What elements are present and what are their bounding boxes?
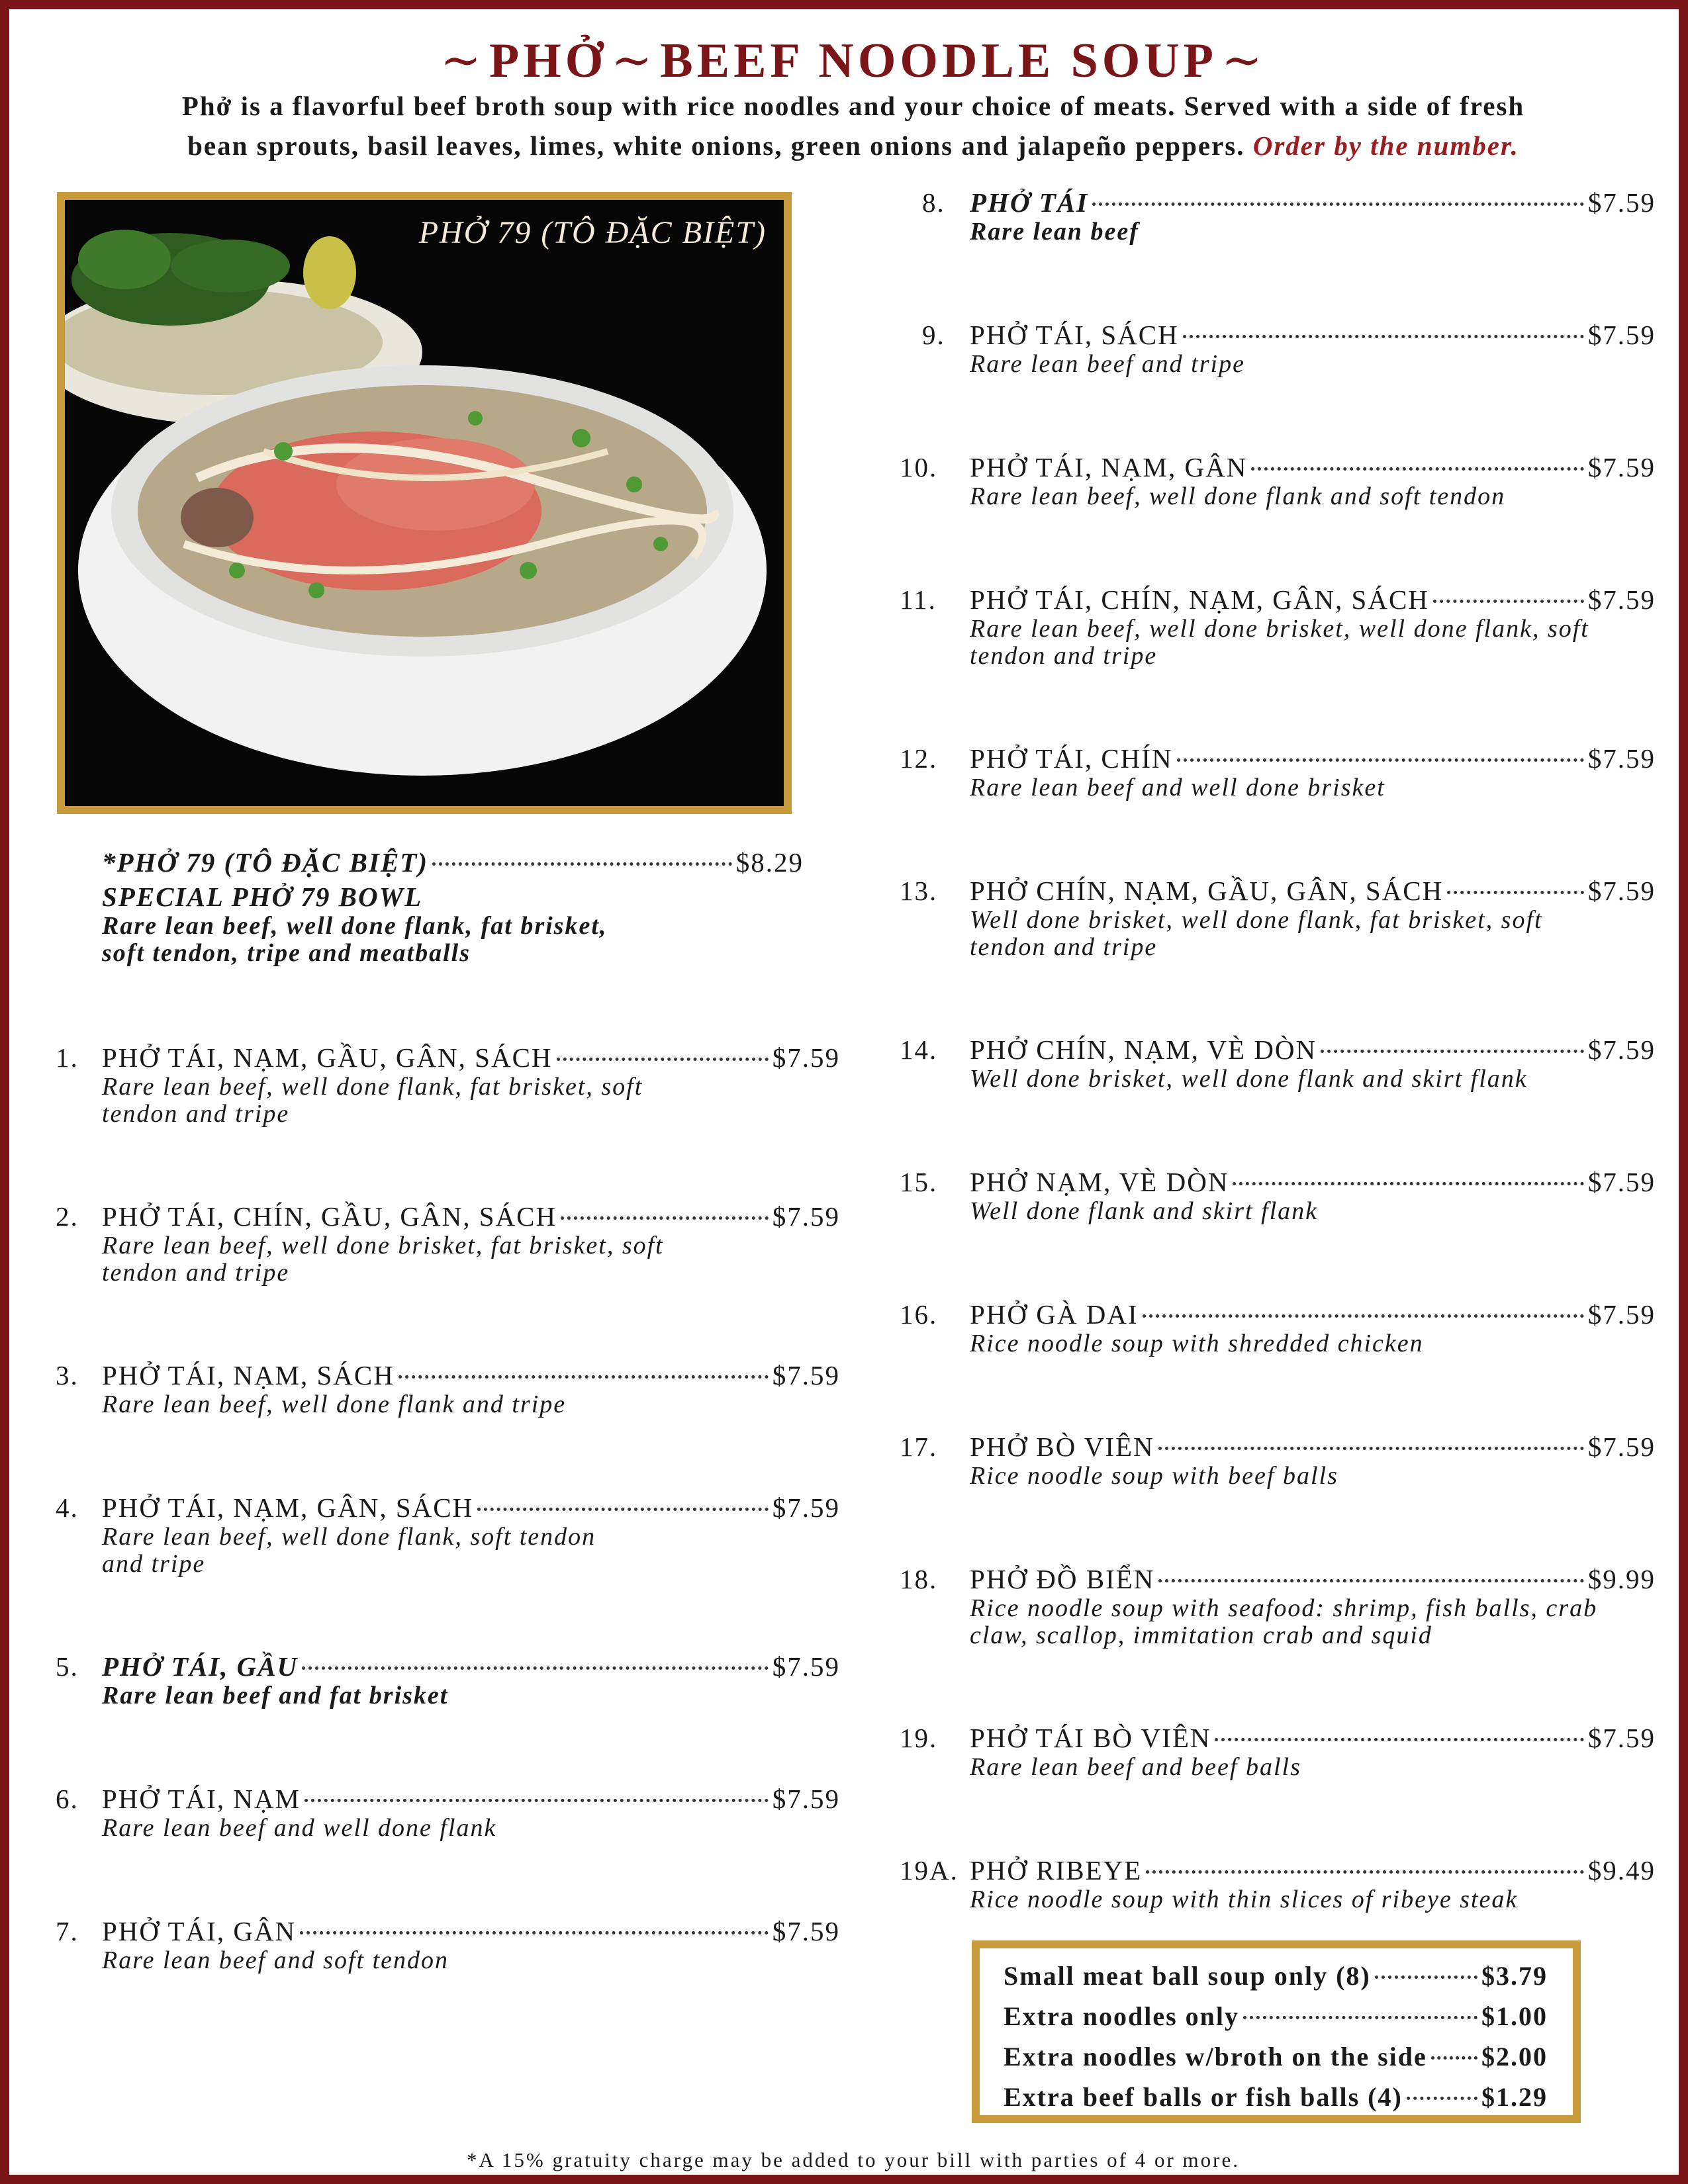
special-item	[102, 846, 804, 967]
dot-leader	[1243, 2016, 1477, 2019]
dot-leader	[1146, 1870, 1583, 1874]
item-number: 18.	[900, 1564, 938, 1594]
extras-item-name: Extra noodles only	[1004, 2001, 1240, 2031]
item-name: PHỞ TÁI, CHÍN, NẠM, GÂN, SÁCH	[970, 584, 1429, 615]
dot-leader	[300, 1931, 769, 1934]
dot-leader	[1375, 1976, 1477, 1979]
item-price: $7.59	[1587, 187, 1656, 218]
item-price: $7.59	[772, 1360, 840, 1390]
item-name: PHỞ GÀ DAI	[970, 1299, 1139, 1330]
extras-item-price: $2.00	[1481, 2042, 1548, 2071]
item-number: 9.	[922, 320, 945, 350]
dot-leader	[1158, 1579, 1583, 1582]
dot-leader	[1143, 1314, 1584, 1318]
item-price: $7.59	[1587, 584, 1656, 615]
dot-leader	[1092, 203, 1584, 206]
item-number: 16.	[900, 1299, 938, 1330]
item-price: $7.59	[1587, 1432, 1656, 1462]
item-price: $7.59	[1587, 1723, 1656, 1753]
pho-bowl-illustration	[65, 200, 784, 806]
item-price: $7.59	[772, 1201, 840, 1232]
item-description: Rare lean beef, well done brisket, well done flank, soft tendon and tripe	[970, 615, 1589, 670]
item-description: Rice noodle soup with shredded chicken	[970, 1330, 1424, 1357]
menu-title	[9, 32, 1688, 89]
extras-item-name: Extra beef balls or fish balls (4)	[1004, 2082, 1403, 2112]
dot-leader	[1431, 2056, 1477, 2060]
item-number: 19.	[900, 1723, 938, 1753]
item-name: PHỞ CHÍN, NẠM, VÈ DÒN	[970, 1034, 1317, 1065]
item-description: Rare lean beef and tripe	[970, 350, 1245, 378]
item-price: $7.59	[1587, 452, 1656, 482]
item-name: PHỞ TÁI BÒ VIÊN	[970, 1723, 1211, 1753]
item-number: 15.	[900, 1167, 938, 1197]
pho-bowl-photo	[57, 192, 792, 814]
item-price: $7.59	[772, 1492, 840, 1523]
extras-item-name: Extra noodles w/broth on the side	[1004, 2042, 1427, 2071]
dot-leader	[1321, 1050, 1584, 1053]
extras-item-price: $1.00	[1481, 2001, 1548, 2031]
item-number: 3.	[56, 1360, 79, 1390]
item-description: Rare lean beef and beef balls	[970, 1753, 1301, 1781]
item-description: Well done brisket, well done flank and skirt flank	[970, 1065, 1528, 1093]
extras-item	[1004, 2081, 1548, 2122]
item-name: PHỞ TÁI, SÁCH	[970, 320, 1179, 350]
item-number: 17.	[900, 1432, 938, 1462]
special-item-description: Rare lean beef, well done flank, fat brisket, soft tendon, tripe and meatballs	[102, 912, 608, 967]
order-by-number-note: Order by the number.	[1252, 130, 1519, 161]
item-name: PHỞ RIBEYE	[970, 1855, 1143, 1886]
dot-leader	[302, 1666, 769, 1670]
item-description: Rare lean beef, well done flank, fat brisket, soft tendon and tripe	[102, 1073, 643, 1128]
dot-leader	[1233, 1182, 1583, 1185]
item-name: PHỞ TÁI, CHÍN	[970, 743, 1173, 774]
extras-item	[1004, 2041, 1548, 2081]
photo-caption: PHỞ 79 (TÔ ĐẶC BIỆT)	[418, 215, 767, 250]
item-name: PHỞ TÁI, NẠM, GẦU, GÂN, SÁCH	[102, 1042, 553, 1073]
intro-line-2-text: bean sprouts, basil leaves, limes, white onions, green onions and jalapeño peppers.	[187, 130, 1245, 161]
item-number: 14.	[900, 1034, 938, 1065]
item-description: Rare lean beef	[970, 218, 1139, 246]
item-price: $7.59	[1587, 320, 1656, 350]
special-item-row	[102, 846, 804, 878]
intro-line-1: Phở is a flavorful beef broth soup with rice noodles and your choice of meats. Served with a side of fresh	[181, 91, 1525, 121]
item-name: PHỞ NẠM, VÈ DÒN	[970, 1167, 1229, 1197]
tilde-ornament-icon: ∼	[1221, 34, 1266, 88]
item-price: $7.59	[1587, 876, 1656, 906]
dot-leader	[1177, 758, 1584, 762]
item-name: PHỞ TÁI, NẠM	[102, 1784, 301, 1814]
item-number: 1.	[56, 1042, 79, 1073]
item-name: PHỞ CHÍN, NẠM, GẦU, GÂN, SÁCH	[970, 876, 1444, 906]
item-number: 8.	[922, 187, 945, 218]
dot-leader	[305, 1799, 769, 1802]
dot-leader	[1251, 467, 1583, 471]
extras-item-price: $3.79	[1481, 1961, 1548, 1991]
item-description: Well done brisket, well done flank, fat brisket, soft tendon and tripe	[970, 906, 1543, 961]
special-item-price: $8.29	[735, 847, 804, 878]
item-number: 13.	[900, 876, 938, 906]
item-description: Rice noodle soup with seafood: shrimp, fish balls, crab claw, scallop, immitation crab and squid	[970, 1594, 1598, 1649]
dot-leader	[399, 1375, 769, 1379]
item-number: 11.	[900, 584, 937, 615]
extras-item	[1004, 2001, 1548, 2041]
item-price: $7.59	[772, 1916, 840, 1946]
item-name: PHỞ ĐỒ BIỂN	[970, 1564, 1155, 1594]
item-description: Rice noodle soup with beef balls	[970, 1462, 1338, 1490]
item-price: $7.59	[1587, 1167, 1656, 1197]
extras-item	[1004, 1960, 1548, 2001]
item-description: Rare lean beef, well done flank and tripe	[102, 1390, 567, 1418]
item-description: Rare lean beef, well done flank, soft tendon and tripe	[102, 1523, 596, 1578]
item-name: PHỞ TÁI	[970, 187, 1089, 218]
item-description: Well done flank and skirt flank	[970, 1197, 1319, 1225]
title-right: BEEF NOODLE SOUP	[660, 34, 1217, 88]
item-price: $7.59	[1587, 1034, 1656, 1065]
dot-leader	[1407, 2097, 1477, 2100]
extras-item-name: Small meat ball soup only (8)	[1004, 1961, 1371, 1991]
dot-leader	[1433, 600, 1584, 603]
item-name: PHỞ TÁI, NẠM, GÂN, SÁCH	[102, 1492, 474, 1523]
item-price: $7.59	[772, 1042, 840, 1073]
item-number: 2.	[56, 1201, 79, 1232]
item-price: $9.49	[1587, 1855, 1656, 1886]
extras-box	[972, 1940, 1581, 2123]
item-number: 7.	[56, 1916, 79, 1946]
item-description: Rare lean beef, well done brisket, fat brisket, soft tendon and tripe	[102, 1232, 664, 1287]
item-description: Rare lean beef and soft tendon	[102, 1946, 449, 1974]
item-number: 12.	[900, 743, 938, 774]
extras-item-price: $1.29	[1481, 2082, 1548, 2112]
item-name: PHỞ BÒ VIÊN	[970, 1432, 1154, 1462]
item-number: 19A.	[900, 1855, 959, 1886]
item-description: Rice noodle soup with thin slices of ribeye steak	[970, 1886, 1519, 1913]
dot-leader	[557, 1058, 769, 1061]
item-name: PHỞ TÁI, CHÍN, GẦU, GÂN, SÁCH	[102, 1201, 557, 1232]
dot-leader	[1158, 1447, 1584, 1450]
dot-leader	[432, 862, 732, 866]
dot-leader	[477, 1508, 769, 1511]
item-number: 10.	[900, 452, 938, 482]
item-price: $7.59	[1587, 743, 1656, 774]
item-number: 5.	[56, 1651, 79, 1682]
intro-line-2	[142, 126, 1565, 165]
item-price: $9.99	[1587, 1564, 1656, 1594]
item-name: PHỞ TÁI, GÂN	[102, 1916, 297, 1946]
dot-leader	[1215, 1738, 1583, 1741]
item-price: $7.59	[772, 1784, 840, 1814]
intro-text	[142, 86, 1565, 165]
item-description: Rare lean beef and well done brisket	[970, 774, 1385, 801]
gratuity-footnote: *A 15% gratuity charge may be added to your bill with parties of 4 or more.	[467, 2148, 1240, 2171]
item-name: PHỞ TÁI, GẦU	[102, 1651, 299, 1682]
special-item-subtitle: SPECIAL PHỞ 79 BOWL	[102, 882, 423, 912]
item-number: 6.	[56, 1784, 79, 1814]
item-description: Rare lean beef, well done flank and soft tendon	[970, 482, 1506, 510]
item-price: $7.59	[772, 1651, 840, 1682]
special-item-name: *PHỞ 79 (TÔ ĐẶC BIỆT)	[102, 847, 428, 878]
dot-leader	[1183, 335, 1584, 338]
item-name: PHỞ TÁI, NẠM, GÂN	[970, 452, 1248, 482]
tilde-ornament-icon: ∼	[440, 34, 486, 88]
title-left: PHỞ	[489, 34, 608, 88]
dot-leader	[561, 1216, 769, 1220]
item-number: 4.	[56, 1492, 79, 1523]
item-description: Rare lean beef and well done flank	[102, 1814, 497, 1842]
item-name: PHỞ TÁI, NẠM, SÁCH	[102, 1360, 395, 1390]
item-description: Rare lean beef and fat brisket	[102, 1682, 449, 1709]
dot-leader	[1447, 891, 1584, 894]
tilde-ornament-icon: ∼	[611, 34, 657, 88]
item-price: $7.59	[1587, 1299, 1656, 1330]
